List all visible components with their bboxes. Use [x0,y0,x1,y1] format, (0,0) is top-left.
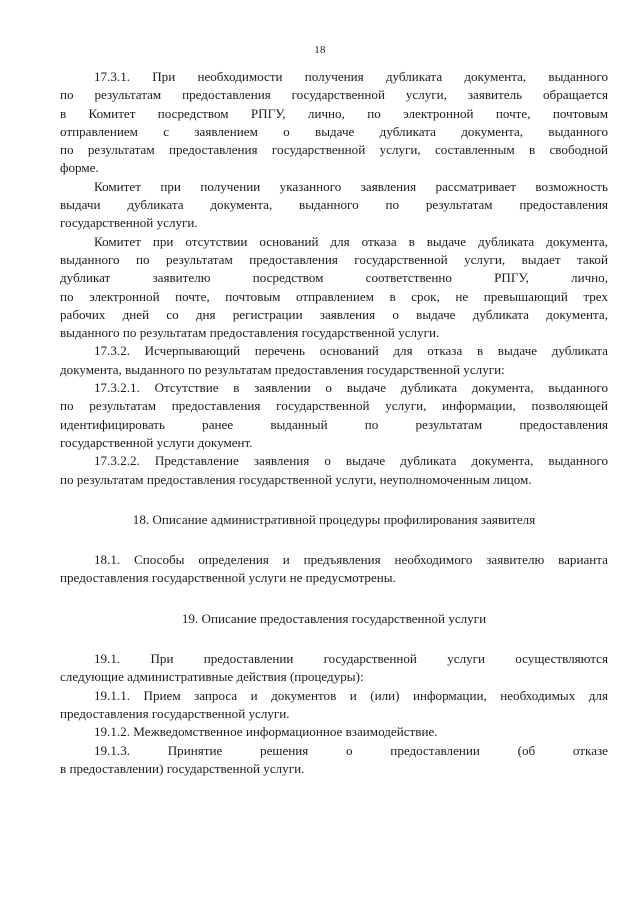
text-line: предоставления государственной услуги не предусмотрены. [60,570,396,586]
text-line: выданного по результатам предоставления государственной услуги. [60,325,440,341]
section-heading: 18. Описание административной процедуры профилирования заявителя [132,511,536,527]
text-line: форме. [60,160,99,176]
paragraph [60,178,608,233]
text-line: идентифицировать ранее выданный по результатам предоставления [60,416,608,432]
section-gap [60,588,608,610]
section-gap [60,628,608,650]
paragraph [60,452,608,489]
paragraph [60,650,608,687]
text-line: по результатам предоставления государственной услуги, заявитель обращается [60,87,608,103]
text-line: 17.3.2.2. Представление заявления о выдаче дубликата документа, выданного [94,453,608,469]
document-body [60,68,608,778]
text-line: 19.1.1. Прием запроса и документов и (или) информации, необходимых для [94,687,608,703]
text-line: предоставления государственной услуги. [60,705,290,721]
section-gap [60,489,608,511]
text-line: в Комитет посредством РПГУ, лично, по электронной почте, почтовым [60,105,608,121]
section-gap [60,529,608,551]
text-line: документа, выданного по результатам предоставления государственной услуги: [60,361,505,377]
text-line: выданного по результатам предоставления государственной услуги, выдает такой [60,251,608,267]
text-line: по результатам предоставления государственной услуги, информации, позволяющей [60,398,608,414]
paragraph [60,742,608,779]
paragraph [60,723,608,741]
text-line: следующие административные действия (процедуры): [60,669,364,685]
text-line: по результатам предоставления государственной услуги, неуполномоченным лицом. [60,471,532,487]
paragraph [60,233,608,343]
text-line: 19.1.2. Межведомственное информационное взаимодействие. [94,724,438,740]
paragraph [60,68,608,178]
page-number: 18 [314,44,326,56]
text-line: по результатам предоставления государственной услуги, составленным в свободной [60,142,608,158]
text-line: 19.1. При предоставлении государственной услуги осуществляются [94,651,608,667]
paragraph [60,551,608,588]
paragraph [60,342,608,379]
text-line: государственной услуги документ. [60,434,253,450]
text-line: рабочих дней со дня регистрации заявления о выдаче дубликата документа, [60,306,608,322]
section-heading: 19. Описание предоставления государственной услуги [181,610,487,626]
text-line: 17.3.2. Исчерпывающий перечень оснований для отказа в выдаче дубликата [94,343,608,359]
paragraph [60,379,608,452]
text-line: по электронной почте, почтовым отправлением в срок, не превышающий трех [60,288,608,304]
paragraph [60,687,608,724]
text-line: Комитет при отсутствии оснований для отказа в выдаче дубликата документа, [94,233,608,249]
text-line: отправлением с заявлением о выдаче дубликата документа, выданного [60,123,608,139]
text-line: 17.3.2.1. Отсутствие в заявлении о выдаче дубликата документа, выданного [94,380,608,396]
text-line: государственной услуги. [60,215,198,231]
text-line: Комитет при получении указанного заявления рассматривает возможность [94,178,608,194]
text-line: выдачи дубликата документа, выданного по результатам предоставления [60,197,608,213]
text-line: дубликат заявителю посредством соответственно РПГУ, лично, [60,270,608,286]
text-line: в предоставлении) государственной услуги. [60,760,305,776]
text-line: 18.1. Способы определения и предъявления необходимого заявителю варианта [94,552,608,568]
text-line: 19.1.3. Принятие решения о предоставлении (об отказе [94,742,608,758]
text-line: 17.3.1. При необходимости получения дубликата документа, выданного [94,69,608,84]
